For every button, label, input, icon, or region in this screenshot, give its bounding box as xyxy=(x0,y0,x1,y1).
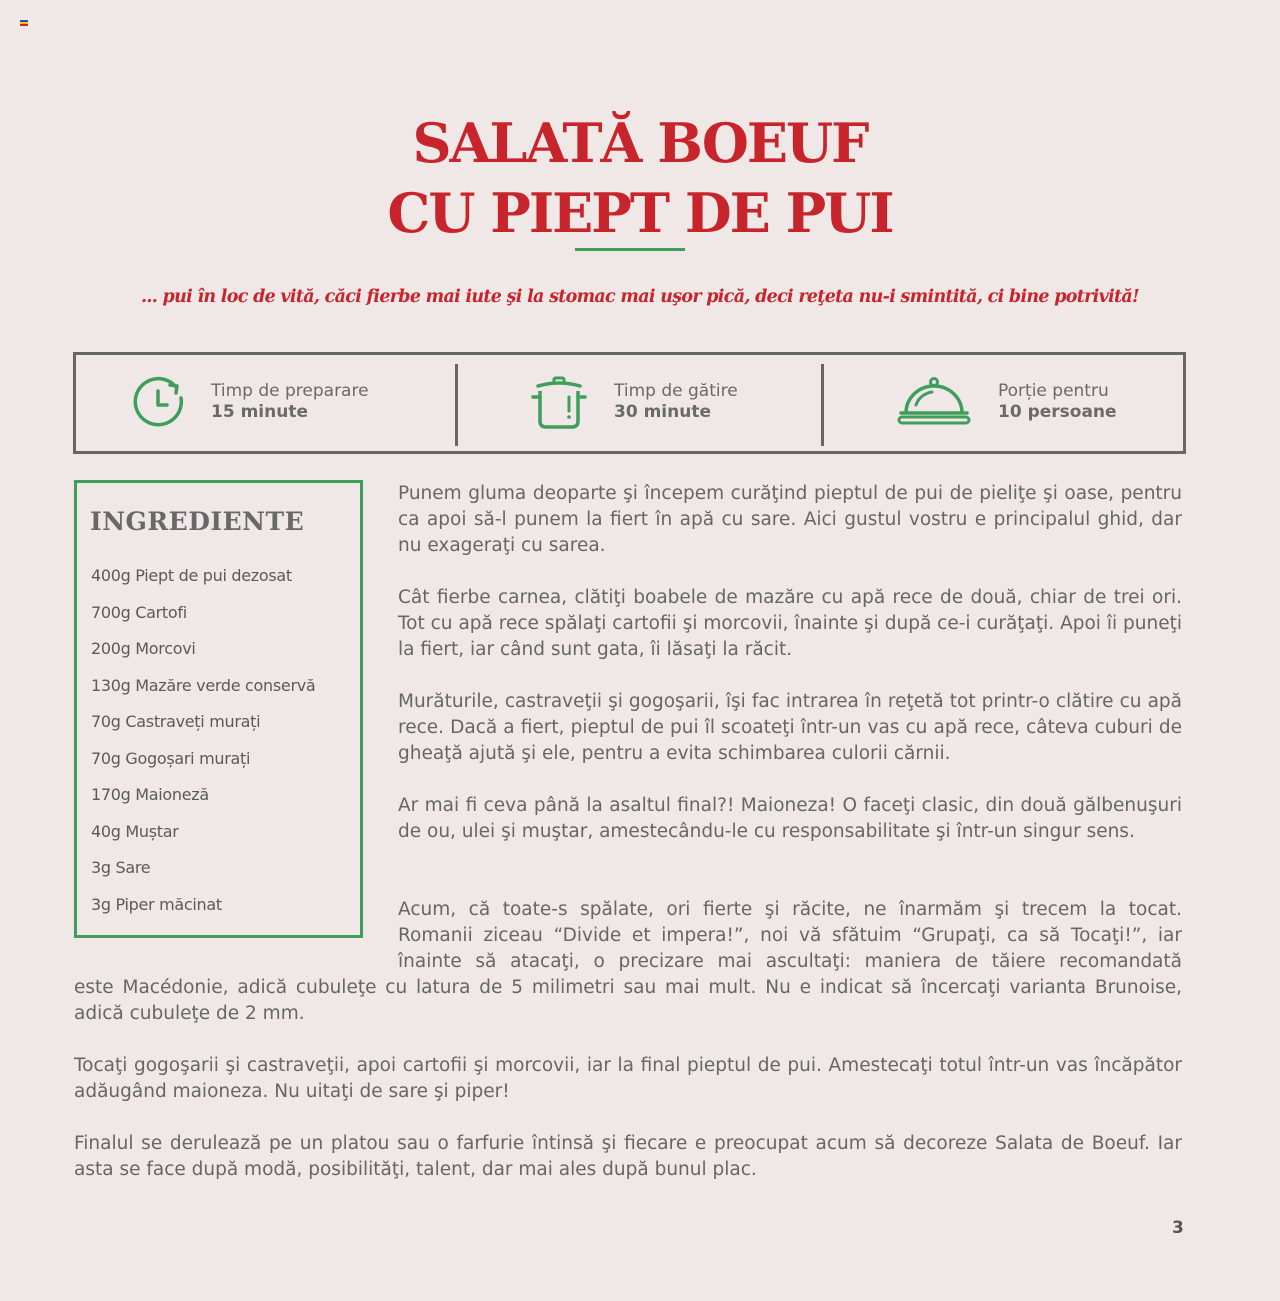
page-title xyxy=(0,108,1280,248)
ingredient-item: 3g Piper măcinat xyxy=(91,894,222,914)
paragraph: Finalul se derulează pe un platou sau o farfurie întinsă şi fiecare e preocupat acum să decoreze Salata de Boeuf. Iar asta se face după modă, posibilităţi, talent, dar mai ales după bunul plac. xyxy=(74,1133,1182,1180)
paragraph: este Macédonie, adică cubuleţe cu latura de 5 milimetri sau mai mult. Nu e indicat să încercaţi varianta Brunoise, adică cubuleţe de 2 mm. xyxy=(74,977,1182,1024)
info-prep-time xyxy=(76,355,456,451)
clock-icon xyxy=(132,376,186,430)
paragraph: Cât fierbe carnea, clătiţi boabele de mazăre cu apă rece de două, chiar de trei ori. Tot cu apă rece spălaţi cartofii şi morcovii, înainte şi după ce-i curăţaţi. Apoi îi puneţi la fiert, iar când sunt gata, îi lăsaţi la răcit. xyxy=(398,587,1182,660)
ingredient-item: 400g Piept de pui dezosat xyxy=(91,566,292,585)
ingredient-item: 70g Gogoșari murați xyxy=(91,748,251,768)
title-divider xyxy=(575,248,685,251)
ingredient-item: 70g Castraveți murați xyxy=(91,712,261,731)
flag-icon xyxy=(20,20,28,26)
title-line-2: CU PIEPT DE PUI xyxy=(387,181,893,245)
paragraph: Punem gluma deoparte şi începem curăţind pieptul de pui de pieliţe şi oase, pentru ca apoi să-l punem la fiert în apă cu sare. Aici gustul vostru e principalul ghid, dar nu exageraţi cu sarea. xyxy=(398,483,1182,556)
servings-value: 10 persoane xyxy=(998,402,1117,422)
tagline: ... pui în loc de vită, căci fierbe mai iute şi la stomac mai uşor pică, deci reţeta nu-i smintită, ci bine potrivită! xyxy=(140,287,1140,307)
paragraph: Murăturile, castraveţii şi gogoşarii, îşi fac intrarea în reţetă tot printr-o clătire cu apă rece. Dacă a fiert, pieptul de pui îl scoateţi într-un vas cu apă rece, câteva cuburi de gheaţă ajută şi ele, pentru a evita schimbarea culorii cărnii. xyxy=(398,691,1182,764)
ingredient-item: 3g Sare xyxy=(91,858,151,877)
prep-time-value: 15 minute xyxy=(211,402,308,422)
ingredient-item: 130g Mazăre verde conservă xyxy=(91,675,316,695)
recipe-info-box xyxy=(73,352,1186,454)
ingredients-box xyxy=(74,480,363,938)
info-cook-time xyxy=(458,355,822,451)
servings-label: Porție pentru xyxy=(998,381,1109,401)
ingredients-heading: INGREDIENTE xyxy=(90,507,305,536)
page-number: 3 xyxy=(1172,1218,1184,1238)
ingredient-item: 200g Morcovi xyxy=(91,639,196,658)
ingredients-list xyxy=(91,565,315,930)
ingredient-item: 170g Maioneză xyxy=(91,785,209,804)
cook-time-value: 30 minute xyxy=(614,402,711,422)
paragraph: Ar mai fi ceva până la asaltul final?! Maioneza! O faceţi clasic, din două gălbenuşuri de ou, ulei şi muştar, amestecându-le cu responsabilitate şi într-un singur sens. xyxy=(398,795,1182,842)
ingredient-item: 700g Cartofi xyxy=(91,602,187,622)
title-line-1: SALATĂ BOEUF xyxy=(412,111,868,175)
prep-time-label: Timp de preparare xyxy=(211,381,369,401)
cook-time-label: Timp de gătire xyxy=(614,381,738,401)
paragraph-line: înainte să atacaţi, o precizare mai ascultaţi: maniera de tăiere recomandată xyxy=(398,951,1182,972)
paragraph: Tocaţi gogoşarii şi castraveţii, apoi cartofii şi morcovii, iar la final pieptul de pui. Amestecaţi totul într-un vas încăpător adăugând maioneza. Nu uitaţi de sare şi piper! xyxy=(74,1055,1182,1102)
serving-cloche-icon xyxy=(896,375,972,427)
cooking-pot-icon xyxy=(529,375,589,431)
ingredient-item: 40g Muștar xyxy=(91,821,179,841)
paragraph-line: Romanii ziceau “Divide et impera!”, noi vă sfătuim “Grupaţi, ca să Tocaţi!”, iar xyxy=(398,925,1182,946)
info-servings xyxy=(824,355,1183,451)
paragraph-line: Acum, că toate-s spălate, ori fierte şi răcite, ne înarmăm şi trecem la tocat. xyxy=(398,899,1182,920)
